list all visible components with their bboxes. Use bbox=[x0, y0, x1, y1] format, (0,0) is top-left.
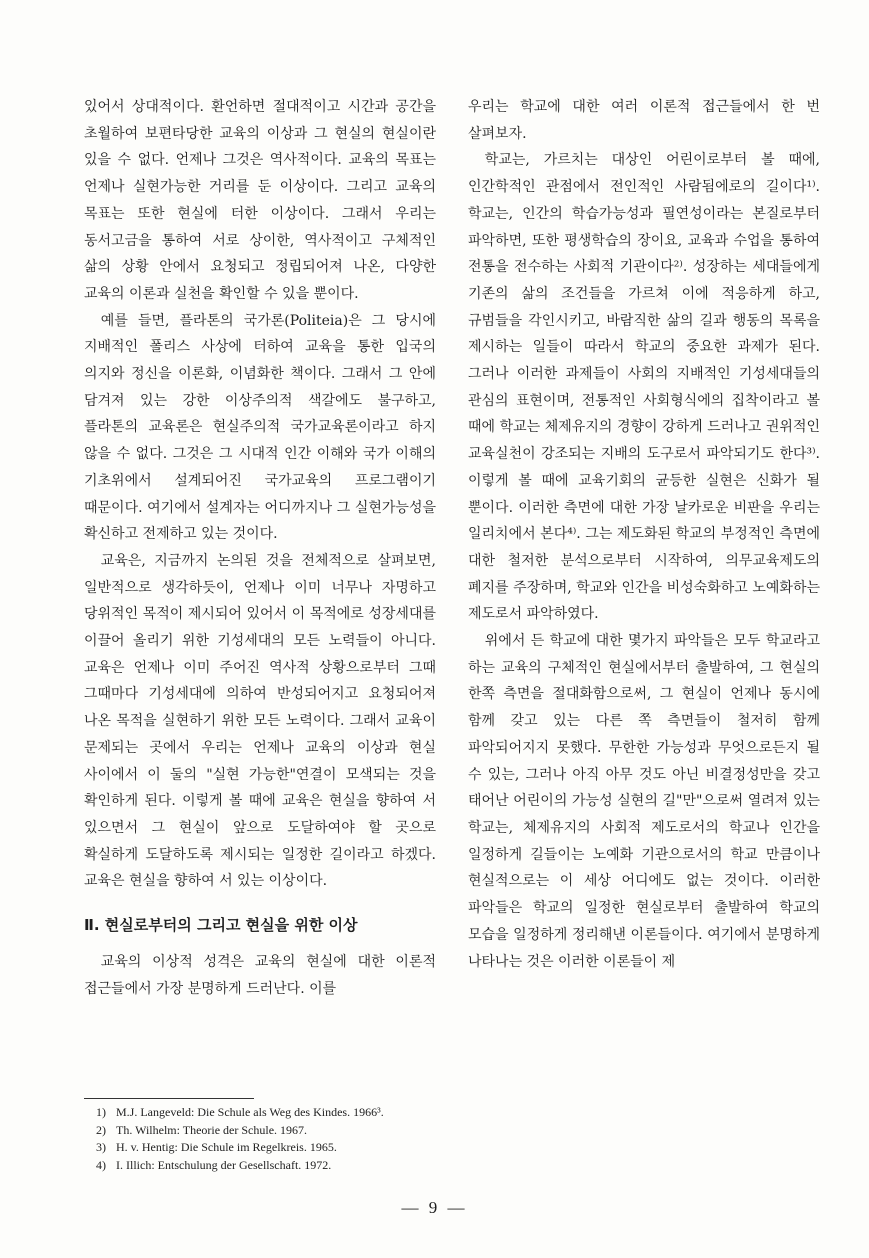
paragraph: 학교는, 가르치는 대상인 어린이로부터 볼 때에, 인간학적인 관점에서 전인적인 사람됨에로의 길이다¹⁾. 학교는, 인간의 학습가능성과 필연성이라는 본질로부터 파악하면, 또한 평생학습의 장이요, 교육과 수업을 통하여 전통을 전수하는 사회적 기관이다²⁾. 성장하는 세대들에게 기존의 삶의 조건들을 가르쳐 이에 적응하게 하고, 규범들을 각인시키고, 바람직한 삶의 길과 행동의 목록을 제시하는 일들이 따라서 학교의 중요한 과제가 된다. 그러나 이러한 과제들이 사회의 지배적인 기성세대들의 관심의 표현이며, 전통적인 사회형식에의 집착이라고 볼 때에 학교는 체제유지의 경향이 강하게 드러나고 권위적인 교육실천이 강조되는 지배의 도구로서 파악되기도 한다³⁾. 이렇게 볼 때에 교육기회의 균등한 실현은 신화가 될 뿐이다. 이러한 측면에 대한 가장 날카로운 비판을 우리는 일리치에서 본다⁴⁾. 그는 제도화된 학교의 부정적인 측면에 대한 철저한 분석으로부터 시작하여, 의무교육제도의 폐지를 주장하며, 학교와 인간을 비성숙화하고 노예화하는 제도로서 파악하였다. bbox=[468, 152, 820, 623]
footnotes bbox=[96, 1104, 796, 1174]
footnote-divider bbox=[84, 1098, 254, 1099]
footnote bbox=[96, 1104, 796, 1122]
footnote-number: 2) bbox=[96, 1122, 106, 1137]
page-number: — 9 — bbox=[401, 1198, 468, 1217]
paragraph: 위에서 든 학교에 대한 몇가지 파악들은 모두 학교라고 하는 교육의 구체적인 현실에서부터 출발하여, 그 현실의 한쪽 측면을 절대화함으로써, 그 현실이 언제나 동시에 함께 갖고 있는 다른 쪽 측면들이 철저히 함께 파악되어지지 못했다. 무한한 가능성과 무엇으로든지 될 수 있는, 그러나 아직 아무 것도 아닌 비결정성만을 갖고 태어난 어린이의 가능성 실현의 길"만"으로써 열려져 있는 학교는, 체제유지의 사회적 제도로서의 학교나 인간을 일정하게 길들이는 노예화 기관으로서의 학교 만큼이나 현실적으로는 이 세상 어디에도 없는 것이다. 이러한 파악들은 학교의 일정한 현실로부터 출발하여 학교의 모습을 일정하게 정리해낸 이론들이다. 여기에서 분명하게 나타나는 것은 이러한 이론들이 제 bbox=[468, 633, 820, 970]
left-column bbox=[84, 94, 436, 1003]
paragraph: 있어서 상대적이다. 환언하면 절대적이고 시간과 공간을 초월하여 보편타당한 교육의 이상과 그 현실의 현실이란 있을 수 없다. 언제나 그것은 역사적이다. 교육의 목표는 언제나 실현가능한 거리를 둔 이상이다. 그리고 교육의 목표는 또한 현실에 터한 이상이다. 그래서 우리는 동서고금을 통하여 서로 상이한, 역사적이고 구체적인 삶의 상황 안에서 요청되고 정립되어져 나온, 다양한 교육의 이론과 실천을 확인할 수 있을 뿐이다. bbox=[84, 99, 436, 302]
footnote-text: I. Illich: Entschulung der Gesellschaft. 1972. bbox=[116, 1157, 332, 1172]
footnote bbox=[96, 1122, 796, 1140]
footnote-number: 3) bbox=[96, 1140, 106, 1155]
paragraph: 우리는 학교에 대한 여러 이론적 접근들에서 한 번 살펴보자. bbox=[468, 99, 820, 142]
footnote bbox=[96, 1157, 796, 1175]
paragraph: 교육의 이상적 성격은 교육의 현실에 대한 이론적 접근들에서 가장 분명하게 드러난다. 이를 bbox=[84, 954, 436, 997]
right-column bbox=[468, 94, 820, 975]
footnote-number: 4) bbox=[96, 1157, 106, 1172]
footnote bbox=[96, 1139, 796, 1157]
section-heading: Ⅱ. 현실로부터의 그리고 현실을 위한 이상 bbox=[84, 916, 358, 935]
paragraph: 예를 들면, 플라톤의 국가론(Politeia)은 그 당시에 지배적인 폴리스 사상에 터하여 교육을 통한 입국의 의지와 정신을 이론화, 이념화한 책이다. 그래서 그 안에 담겨져 있는 강한 이상주의적 색갈에도 불구하고, 플라톤의 교육론은 현실주의적 국가교육론이라고 하지 않을 수 없다. 그것은 그 시대적 인간 이해와 국가 이해의 기초위에서 설계되어진 국가교육의 프로그램이기 때문이다. 여기에서 설계자는 어디까지나 그 실현가능성을 확신하고 전제하고 있는 것이다. bbox=[84, 312, 436, 543]
paragraph: 교육은, 지금까지 논의된 것을 전체적으로 살펴보면, 일반적으로 생각하듯이, 언제나 이미 너무나 자명하고 당위적인 목적이 제시되어 있어서 이 목적에로 성장세대를 이끌어 올리기 위한 기성세대의 모든 노력들이 아니다. 교육은 언제나 이미 주어진 역사적 상황으로부터 그때 그때마다 기성세대에 의하여 반성되어지고 요청되어져 나온 목적을 실현하기 위한 모든 노력이다. 그래서 교육이 문제되는 곳에서 우리는 언제나 교육의 이상과 현실 사이에서 이 둘의 "실현 가능한"연결이 모색되는 것을 확인하게 된다. 이렇게 볼 때에 교육은 현실을 향하여 서 있으면서 그 현실이 앞으로 도달하여야 할 곳으로 확실하게 도달하도록 제시되는 일정한 길이라고 하겠다. 교육은 현실을 향하여 서 있는 이상이다. bbox=[84, 552, 436, 890]
footnote-number: 1) bbox=[96, 1105, 106, 1119]
footnote-text: H. v. Hentig: Die Schule im Regelkreis. 1965. bbox=[116, 1140, 337, 1155]
footnote-text: M.J. Langeveld: Die Schule als Weg des Kindes. 1966³. bbox=[116, 1105, 384, 1119]
footnote-text: Th. Wilhelm: Theorie der Schule. 1967. bbox=[116, 1122, 308, 1137]
